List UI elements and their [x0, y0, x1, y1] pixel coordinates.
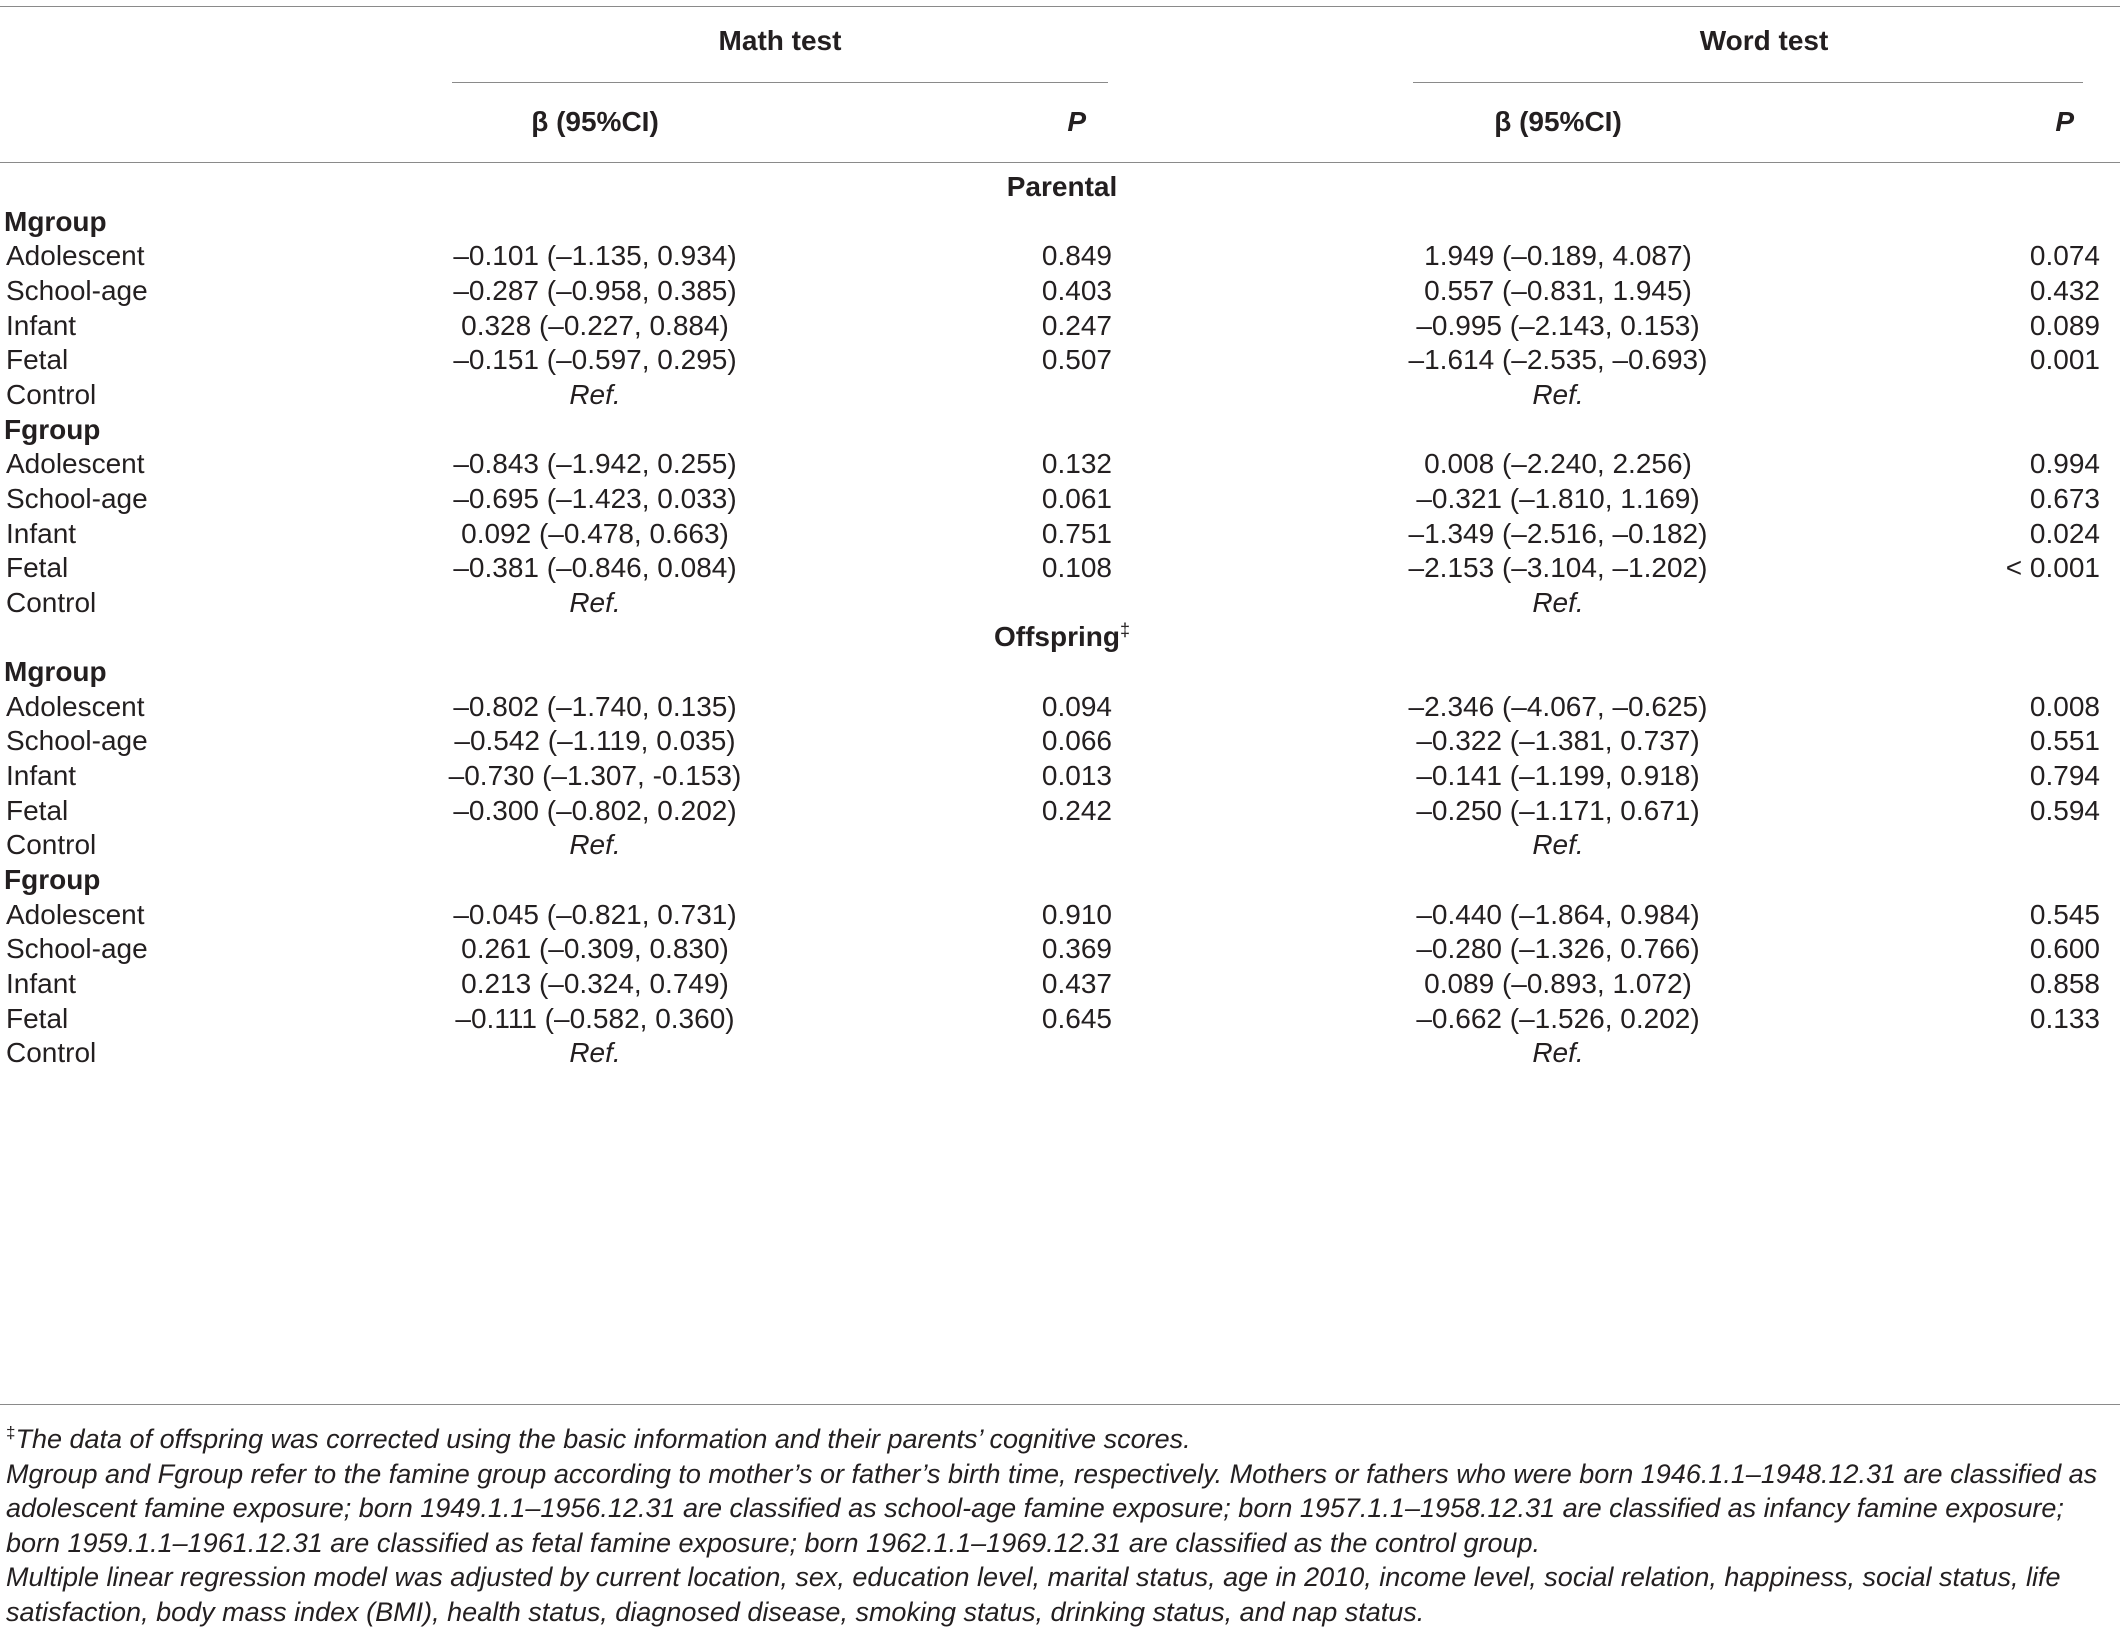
footnote-mark: ‡	[6, 1423, 16, 1442]
group-label: Mgroup	[4, 205, 107, 237]
word-beta-ci: –2.346 (–4.067, –0.625)	[1408, 690, 1708, 722]
row-label: Adolescent	[6, 448, 145, 480]
word-p-value: 0.001	[2029, 344, 2100, 376]
header-math-p: P	[1067, 106, 1086, 137]
math-beta-ci: 0.328 (–0.227, 0.884)	[461, 309, 729, 341]
math-p-value: 0.061	[1041, 482, 1112, 514]
footnote-offspring	[6, 1422, 2116, 1457]
footnote-group-definition: Mgroup and Fgroup refer to the famine group according to mother’s or father’s birth time, respectively. Mothers or fathers who were born 1946.1.1–1948.12.31 are classified as adolescent famine exposure; born 1949.1.1–1956.12.31 are classified as school-age famine exposure; born 1957.1.1–1958.12.31 are classified as infancy famine exposure; born 1959.1.1–1961.12.31 are classified as fetal famine exposure; born 1962.1.1–1969.12.31 are classified as the control group.	[6, 1458, 2098, 1558]
row-label: Fetal	[6, 344, 69, 376]
table-top-rule	[0, 6, 2120, 7]
word-beta-ci: –1.349 (–2.516, –0.182)	[1408, 517, 1708, 549]
word-beta-ref: Ref.	[1532, 378, 1584, 410]
table-footnotes	[6, 1422, 2116, 1629]
word-p-value: 0.089	[2029, 309, 2100, 341]
word-p-value: 0.008	[2029, 690, 2100, 722]
header-math-test: Math test	[718, 25, 842, 56]
word-p-value: 0.858	[2029, 967, 2100, 999]
math-p-value: 0.369	[1041, 933, 1112, 965]
table-row	[0, 1030, 2120, 1077]
row-label: Infant	[6, 517, 77, 549]
math-beta-ref: Ref.	[569, 586, 621, 618]
word-beta-ci: –0.662 (–1.526, 0.202)	[1416, 1002, 1700, 1034]
header-math-beta: β (95%CI)	[531, 106, 659, 137]
math-p-value: 0.645	[1041, 1002, 1112, 1034]
math-beta-ci: –0.111 (–0.582, 0.360)	[455, 1002, 735, 1034]
word-beta-ci: –0.141 (–1.199, 0.918)	[1416, 760, 1700, 792]
header-word-p: P	[2055, 106, 2074, 137]
math-beta-ci: –0.287 (–0.958, 0.385)	[453, 274, 737, 306]
row-label: Fetal	[6, 1002, 69, 1034]
math-p-value: 0.437	[1041, 967, 1112, 999]
math-beta-ref: Ref.	[569, 378, 621, 410]
row-label: Adolescent	[6, 898, 145, 930]
word-test-span-rule	[1413, 82, 2083, 83]
word-beta-ref: Ref.	[1532, 829, 1584, 861]
math-beta-ci: –0.045 (–0.821, 0.731)	[453, 898, 737, 930]
row-label: Control	[6, 1037, 97, 1069]
row-label: Control	[6, 829, 97, 861]
word-p-value: 0.074	[2029, 240, 2100, 272]
math-p-value: 0.910	[1041, 898, 1112, 930]
math-beta-ref: Ref.	[569, 1037, 621, 1069]
word-beta-ci: 0.089 (–0.893, 1.072)	[1424, 967, 1692, 999]
math-beta-ci: 0.213 (–0.324, 0.749)	[461, 967, 729, 999]
section-label-text: Parental	[1006, 171, 1118, 202]
math-p-value: 0.242	[1041, 794, 1112, 826]
row-label: Infant	[6, 967, 77, 999]
math-beta-ci: 0.261 (–0.309, 0.830)	[461, 933, 729, 965]
header-bottom-rule	[0, 162, 2120, 163]
word-beta-ci: –0.995 (–2.143, 0.153)	[1416, 309, 1700, 341]
row-label: Adolescent	[6, 690, 145, 722]
table-bottom-rule	[0, 1404, 2120, 1405]
word-p-value: < 0.001	[2005, 552, 2100, 584]
math-beta-ci: –0.542 (–1.119, 0.035)	[454, 725, 736, 757]
math-p-value: 0.094	[1041, 690, 1112, 722]
math-p-value: 0.013	[1041, 760, 1112, 792]
row-label: Infant	[6, 309, 77, 341]
section-label-mark: ‡	[1119, 620, 1131, 641]
word-p-value: 0.594	[2029, 794, 2100, 826]
math-beta-ref: Ref.	[569, 829, 621, 861]
math-beta-ci: –0.151 (–0.597, 0.295)	[453, 344, 737, 376]
math-beta-ci: –0.300 (–0.802, 0.202)	[453, 794, 737, 826]
row-label: Fetal	[6, 794, 69, 826]
math-beta-ci: –0.802 (–1.740, 0.135)	[453, 690, 737, 722]
group-label: Fgroup	[4, 864, 101, 895]
word-p-value: 0.600	[2029, 933, 2100, 965]
header-word-test: Word test	[1699, 25, 1829, 56]
math-beta-ci: –0.730 (–1.307, -0.153)	[448, 760, 742, 792]
math-p-value: 0.751	[1041, 517, 1112, 549]
math-p-value: 0.507	[1041, 344, 1112, 376]
word-p-value: 0.673	[2029, 482, 2100, 514]
word-beta-ci: –0.440 (–1.864, 0.984)	[1416, 898, 1700, 930]
word-beta-ci: –0.322 (–1.381, 0.737)	[1416, 725, 1700, 757]
math-p-value: 0.849	[1041, 240, 1112, 272]
word-beta-ref: Ref.	[1532, 1037, 1584, 1069]
math-p-value: 0.403	[1041, 274, 1112, 306]
word-beta-ci: –2.153 (–3.104, –1.202)	[1408, 552, 1708, 584]
math-beta-ci: –0.101 (–1.135, 0.934)	[453, 240, 737, 272]
group-label: Fgroup	[4, 413, 101, 445]
section-label-text: Offspring	[993, 621, 1120, 653]
math-p-value: 0.247	[1041, 309, 1112, 341]
word-p-value: 0.432	[2029, 274, 2100, 306]
word-p-value: 0.551	[2029, 725, 2100, 757]
row-label: School-age	[6, 725, 148, 757]
footnote-offspring-text: The data of offspring was corrected using the basic information and their parents’ cognitive scores.	[15, 1424, 1191, 1454]
word-beta-ci: –1.614 (–2.535, –0.693)	[1408, 344, 1708, 376]
word-p-value: 0.024	[2029, 517, 2100, 549]
word-beta-ref: Ref.	[1532, 586, 1584, 618]
footnote-model-adjustment: Multiple linear regression model was adjusted by current location, sex, education level, marital status, age in 2010, income level, social relation, happiness, social status, life satisfaction, body mass index (BMI), health status, diagnosed disease, smoking status, drinking status, and nap status.	[6, 1562, 2061, 1627]
row-label: Adolescent	[6, 240, 145, 272]
row-label: School-age	[6, 482, 148, 514]
math-p-value: 0.132	[1041, 448, 1112, 480]
row-label: Fetal	[6, 552, 69, 584]
word-beta-ci: 0.557 (–0.831, 1.945)	[1424, 274, 1692, 306]
math-beta-ci: 0.092 (–0.478, 0.663)	[461, 517, 729, 549]
row-label: School-age	[6, 933, 148, 965]
row-label: Control	[6, 378, 97, 410]
math-test-span-rule	[452, 82, 1108, 83]
math-p-value: 0.108	[1041, 552, 1112, 584]
row-label: School-age	[6, 274, 148, 306]
word-p-value: 0.994	[2029, 448, 2100, 480]
word-beta-ci: –0.321 (–1.810, 1.169)	[1416, 482, 1700, 514]
math-p-value: 0.066	[1041, 725, 1112, 757]
word-p-value: 0.133	[2029, 1002, 2100, 1034]
row-label: Control	[6, 586, 97, 618]
math-beta-ci: –0.843 (–1.942, 0.255)	[453, 448, 737, 480]
row-label: Infant	[6, 760, 77, 792]
word-beta-ci: 1.949 (–0.189, 4.087)	[1424, 240, 1692, 272]
math-beta-ci: –0.381 (–0.846, 0.084)	[453, 552, 737, 584]
header-word-beta: β (95%CI)	[1494, 106, 1622, 137]
word-beta-ci: 0.008 (–2.240, 2.256)	[1424, 448, 1692, 480]
word-beta-ci: –0.250 (–1.171, 0.671)	[1416, 794, 1700, 826]
group-label: Mgroup	[4, 656, 107, 688]
word-beta-ci: –0.280 (–1.326, 0.766)	[1416, 933, 1700, 965]
word-p-value: 0.794	[2029, 760, 2100, 792]
math-beta-ci: –0.695 (–1.423, 0.033)	[453, 482, 737, 514]
word-p-value: 0.545	[2029, 898, 2100, 930]
